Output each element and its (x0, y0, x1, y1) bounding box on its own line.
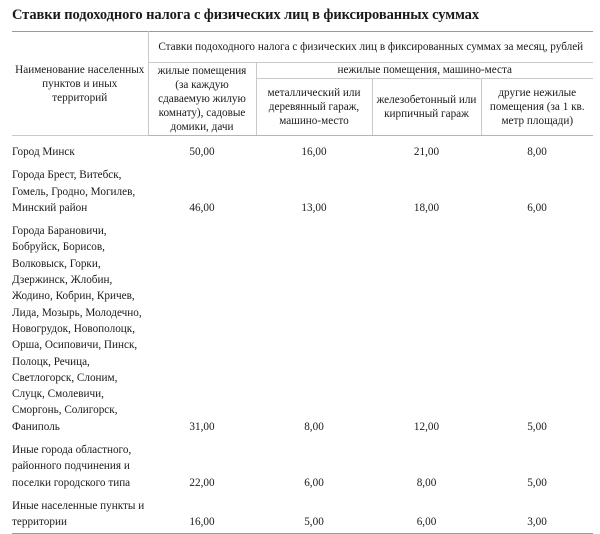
residential-rate: 31,00 (189, 420, 215, 433)
metal-garage-rate: 13,00 (301, 201, 327, 214)
settlement-name: Город Минск (12, 146, 75, 158)
residential-rate: 50,00 (189, 146, 215, 158)
settlement-name: Иные населенные пункты и территории (12, 493, 148, 533)
table-row (12, 218, 593, 437)
settlement-name: Иные города областного, районного подчинения и поселки городского типа (12, 444, 132, 489)
header-residential: жилые помещения (за каждую сдаваемую жилую комнату), садовые домики, дачи (148, 63, 256, 136)
concrete-garage-rate: 6,00 (372, 493, 481, 533)
metal-garage-rate: 6,00 (304, 476, 324, 489)
table-row (12, 162, 593, 218)
settlement-name: Города Брест, Витебск, Гомель, Гродно, Могилев, Минский район (12, 169, 136, 214)
residential-rate: 46,00 (189, 201, 215, 214)
metal-garage-rate: 5,00 (256, 493, 372, 533)
other-nonresidential-rate: 8,00 (527, 146, 547, 158)
other-nonresidential-rate: 3,00 (481, 493, 593, 533)
metal-garage-rate: 8,00 (304, 420, 324, 433)
other-nonresidential-rate: 6,00 (527, 201, 547, 214)
residential-rate: 16,00 (148, 493, 256, 533)
header-settlement-name: Наименование населенных пунктов и иных территорий (12, 32, 148, 136)
document-title: Ставки подоходного налога с физических лиц в фиксированных суммах (12, 7, 479, 23)
header-concrete-garage: железобетонный или кирпичный гараж (372, 78, 481, 135)
header-other-nonresidential: другие нежилые помещения (за 1 кв. метр площади) (481, 78, 593, 135)
concrete-garage-rate: 21,00 (413, 146, 440, 158)
concrete-garage-rate: 8,00 (416, 476, 437, 489)
metal-garage-rate: 16,00 (301, 146, 327, 158)
header-rates-group: Ставки подоходного налога с физических лиц в фиксированных суммах за месяц, рублей (148, 32, 593, 63)
header-metal-garage: металлический или деревянный гараж, машино-место (256, 78, 372, 135)
concrete-garage-rate: 12,00 (413, 420, 440, 433)
table-row (12, 493, 593, 533)
tax-rates-table (12, 31, 593, 534)
table-row (12, 437, 593, 493)
settlement-name: Города Барановичи, Бобруйск, Борисов, Волковыск, Горки, Дзержинск, Жлобин, Жодино, Кобрин, Кричев, Лида, Мозырь, Молодечно, Новогрудок, Новополоцк, Орша, Осиповичи, Пинск, Полоцк, Речица, Светлогорск, Слоним, Слуцк, Смолевичи, Сморгонь, Солигорск, Фаниполь (12, 225, 142, 433)
table-row (12, 136, 593, 163)
concrete-garage-rate: 18,00 (413, 201, 440, 214)
residential-rate: 22,00 (189, 476, 215, 489)
other-nonresidential-rate: 5,00 (527, 476, 547, 489)
other-nonresidential-rate: 5,00 (527, 420, 547, 433)
header-nonresidential-group: нежилые помещения, машино-места (256, 63, 593, 79)
